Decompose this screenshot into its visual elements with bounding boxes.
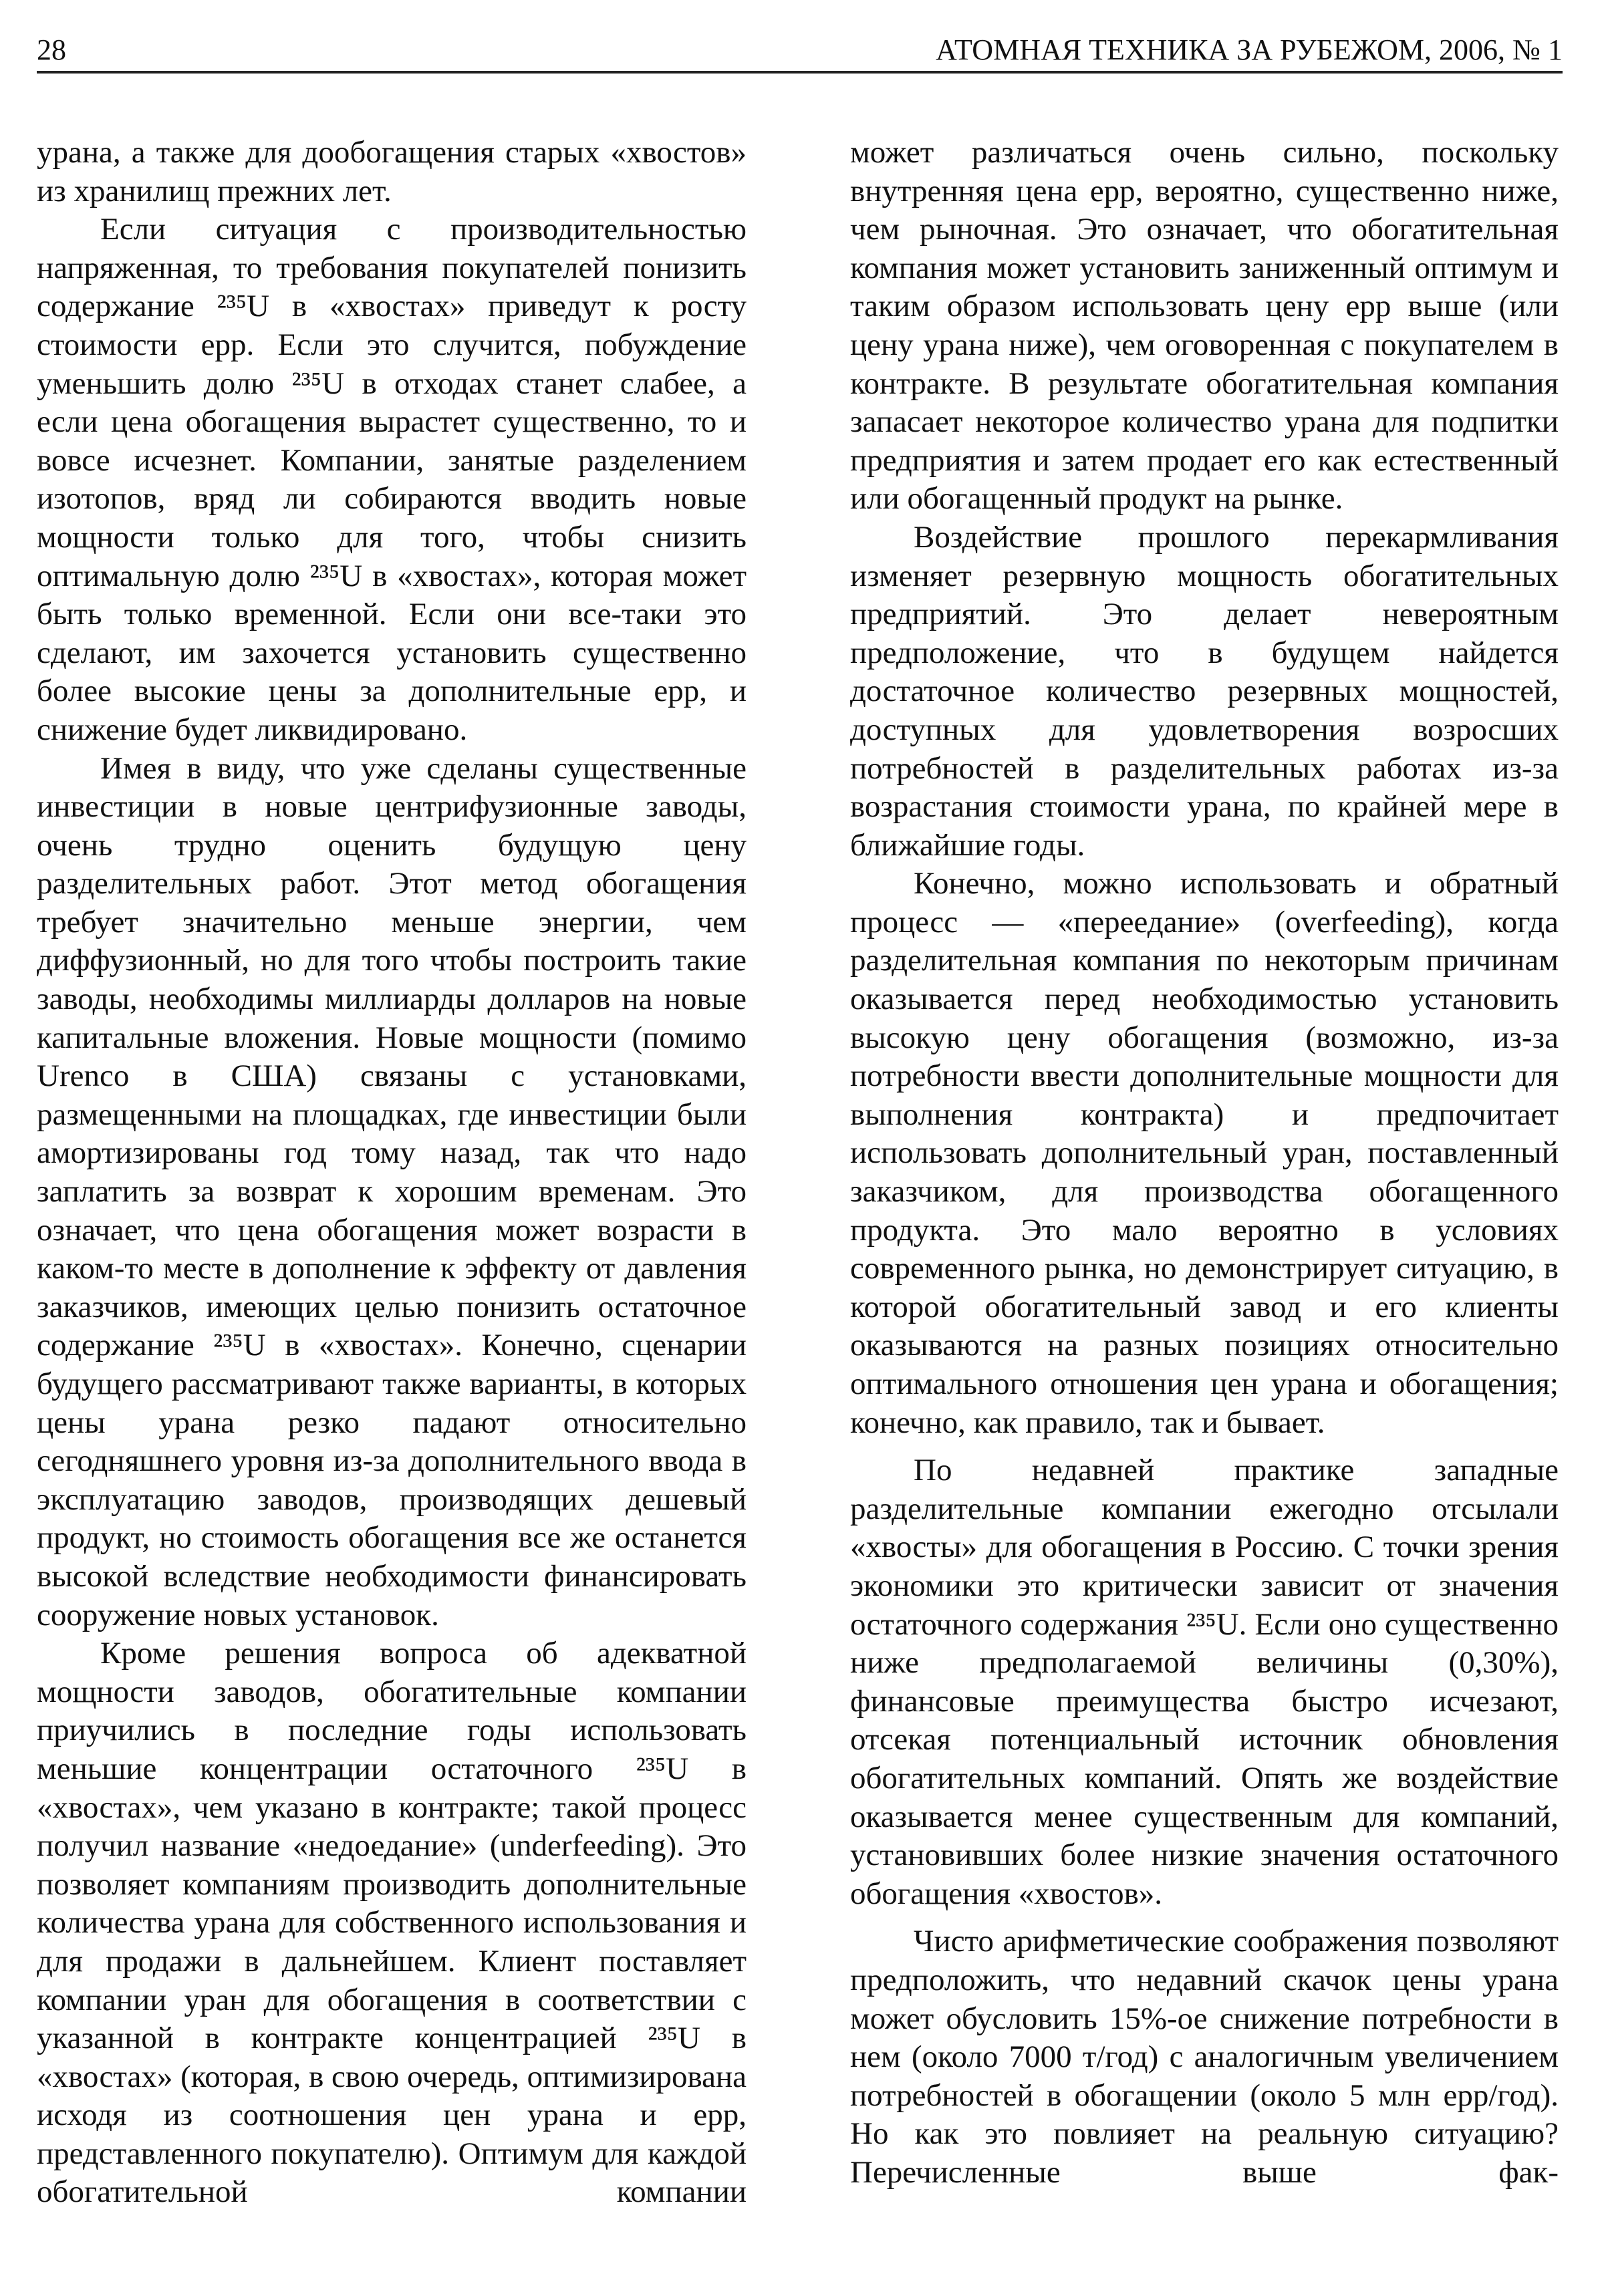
paragraph: Чисто арифметические соображения позволяют предположить, что недавний скачок цены урана может обусловить 15%-ое снижение потребности в нем (около 7000 т/год) с аналогичным увеличением потребностей в обогащении (около 5 млн epp/год). Но как это повлияет на реальную ситуацию? Перечисленные выше фак- (850, 1924, 1559, 2190)
paragraph: урана, а также для дообогащения старых «хвостов» из хранилищ прежних лет. (37, 135, 747, 208)
running-header (37, 25, 1563, 74)
paragraph: Если ситуация с производительностью напряженная, то требования покупателей понизить содержание ²³⁵U в «хвостах» приведут к росту стоимости epp. Если это случится, побуждение уменьшить долю ²³⁵U в отходах станет слабее, а если цена обогащения вырастет существенно, то и вовсе исчезнет. Компании, занятые разделением изотопов, вряд ли собираются вводить новые мощности только для того, чтобы снизить оптимальную долю ²³⁵U в «хвостах», которая может быть только временной. Если они все-таки это сделают, им захочется установить существенно более высокие цены за дополнительные epp, и снижение будет ликвидировано. (37, 212, 747, 747)
right-column (850, 134, 1559, 2192)
paragraph: Кроме решения вопроса об адекватной мощности заводов, обогатительные компании приучились в последние годы использовать меньшие концентрации остаточного ²³⁵U в «хвостах», чем указано в контракте; такой процесс получил название «недоедание» (underfeeding). Это позволяет компаниям производить дополнительные количества урана для собственного использования и для продажи в дальнейшем. Клиент поставляет компании уран для обогащения в соответствии с указанной в контракте концентрацией ²³⁵U в «хвостах» (которая, в свою очередь, оптимизирована исходя из соотношения цен урана и epp, представленного покупателю). Оптимум для каждой обогатительной компании (37, 1636, 747, 2210)
paragraph: По недавней практике западные разделительные компании ежегодно отсылали «хвосты» для обогащения в Россию. С точки зрения экономики это критически зависит от значения остаточного содержания ²³⁵U. Если оно существенно ниже предполагаемой величины (0,30%), финансовые преимущества быстро исчезают, отсекая потенциальный источник обновления обогатительных компаний. Опять же воздействие оказывается менее существенным для компаний, установивших более низкие значения остаточного обогащения «хвостов». (850, 1453, 1559, 1911)
paragraph: может различаться очень сильно, поскольку внутренняя цена epp, вероятно, существенно ниже, чем рыночная. Это означает, что обогатительная компания может установить заниженный оптимум и таким образом использовать цену epp выше (или цену урана ниже), чем оговоренная с покупателем в контракте. В результате обогатительная компания запасает некоторое количество урана для подпитки предприятия и затем продает его как естественный или обогащенный продукт на рынке. (850, 135, 1559, 517)
left-column (37, 134, 747, 2212)
paragraph: Воздействие прошлого перекармливания изменяет резервную мощность обогатительных предприятий. Это делает невероятным предположение, что в будущем найдется достаточное количество резервных мощностей, доступных для удовлетворения возросших потребностей в разделительных работах из-за возрастания стоимости урана, по крайней мере в ближайшие годы. (850, 519, 1559, 863)
paragraph: Конечно, можно использовать и обратный процесс — «переедание» (overfeeding), когда разделительная компания по некоторым причинам оказывается перед необходимостью установить высокую цену обогащения (возможно, из-за потребности ввести дополнительные мощности для выполнения контракта) и предпочитает использовать дополнительный уран, поставленный заказчиком, для производства обогащенного продукта. Это мало вероятно в условиях современного рынка, но демонстрирует ситуацию, в которой обогатительный завод и его клиенты оказываются на разных позициях относительно оптимального отношения цен урана и обогащения; конечно, как правило, так и бывает. (850, 866, 1559, 1440)
paragraph: Имея в виду, что уже сделаны существенные инвестиции в новые центрифузионные заводы, очень трудно оценить будущую цену разделительных работ. Этот метод обогащения требует значительно меньше энергии, чем диффузионный, но для того чтобы построить такие заводы, необходимы миллиарды долларов на новые капитальные вложения. Новые мощности (помимо Urenco в США) связаны с установками, размещенными на площадках, где инвестиции были амортизированы год тому назад, так что надо заплатить за возврат к хорошим временам. Это означает, что цена обогащения может возрасти в каком-то месте в дополнение к эффекту от давления заказчиков, имеющих целью понизить остаточное содержание ²³⁵U в «хвостах». Конечно, сценарии будущего рассматривают также варианты, в которых цены урана резко падают относительно сегодняшнего уровня из-за дополнительного ввода в эксплуатацию заводов, производящих дешевый продукт, но стоимость обогащения все же останется высокой вследствие необходимости финансировать сооружение новых установок. (37, 750, 747, 1632)
journal-title: АТОМНАЯ ТЕХНИКА ЗА РУБЕЖОМ, 2006, № 1 (936, 33, 1563, 66)
page-number: 28 (37, 33, 66, 66)
